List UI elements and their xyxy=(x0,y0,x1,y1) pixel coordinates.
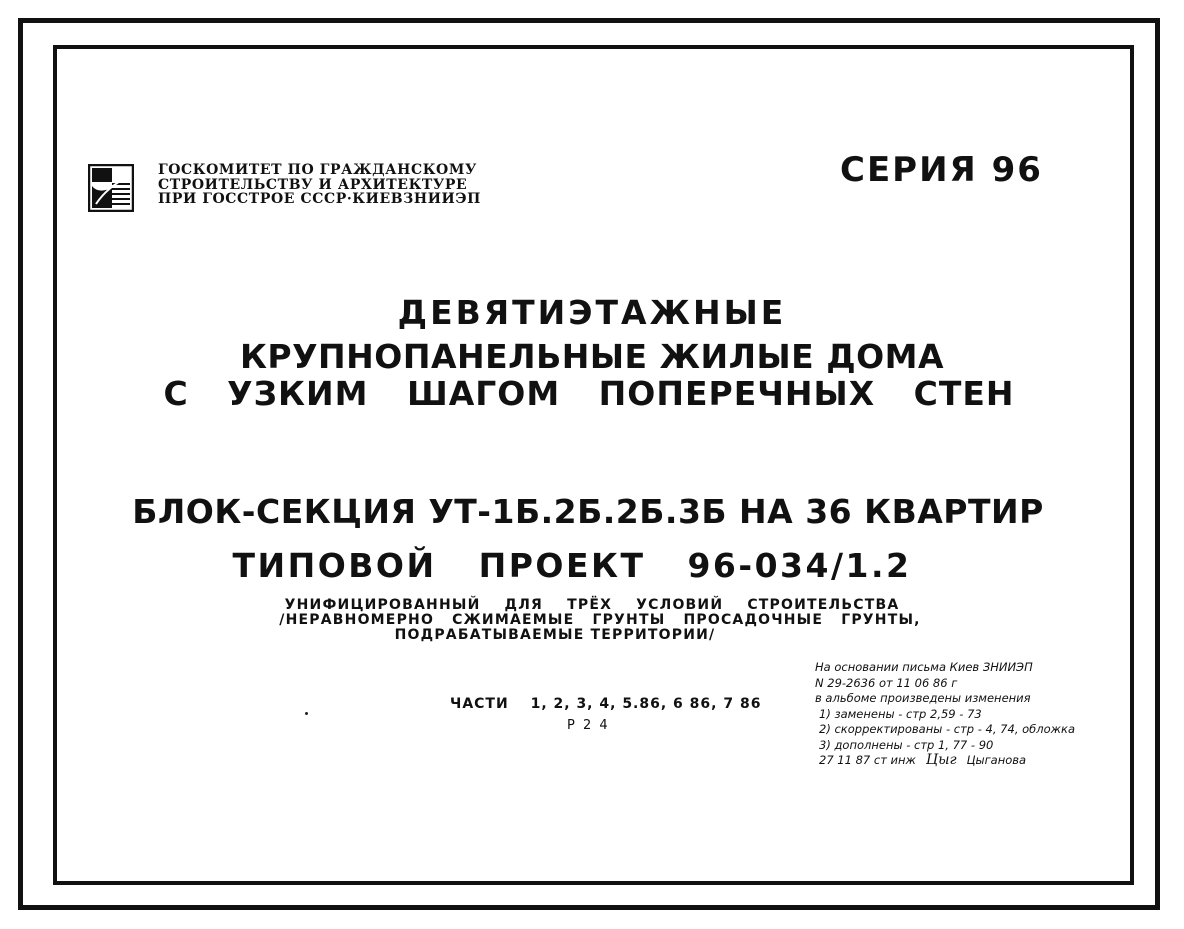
parts-label: ЧАСТИ xyxy=(450,696,509,712)
organization-name xyxy=(158,163,481,207)
parts-list xyxy=(450,696,761,712)
signoff-date: 27 11 87 ст инж xyxy=(819,753,916,767)
note-line: 3) дополнены - стр 1, 77 - 90 xyxy=(819,737,994,752)
signoff-name: Цыганова xyxy=(966,753,1027,767)
parts-values: 1, 2, 3, 4, 5.86, 6 86, 7 86 xyxy=(530,696,762,712)
note-line: в альбоме произведены изменения xyxy=(815,691,1031,705)
title-line: ДЕВЯТИЭТАЖНЫЕ xyxy=(397,293,787,332)
stray-dot xyxy=(305,712,308,715)
organization-logo-icon xyxy=(88,164,134,212)
note-line: 1) заменены - стр 2,59 - 73 xyxy=(819,706,982,721)
title-line: С УЗКИМ ШАГОМ ПОПЕРЕЧНЫХ СТЕН xyxy=(163,374,1015,413)
note-line: N 29-2636 от 11 06 86 г xyxy=(815,675,958,690)
revision-note xyxy=(815,660,1075,769)
note-signoff xyxy=(815,753,1075,769)
subtitle-line: /НЕРАВНОМЕРНО СЖИМАЕМЫЕ ГРУНТЫ ПРОСАДОЧНЫЕ ГРУНТЫ, xyxy=(279,612,921,628)
subtitle-line: УНИФИЦИРОВАННЫЙ ДЛЯ ТРЁХ УСЛОВИЙ СТРОИТЕЛЬСТВА xyxy=(284,597,900,613)
block-section-title: БЛОК-СЕКЦИЯ УТ-1Б.2Б.2Б.3Б НА 36 КВАРТИР xyxy=(132,492,1044,531)
organization-line: ПРИ ГОССТРОЕ СССР·КИЕВЗНИИЭП xyxy=(158,191,481,207)
subtitle-line: ПОДРАБАТЫВАЕМЫЕ ТЕРРИТОРИИ/ xyxy=(394,627,716,643)
organization-line: СТРОИТЕЛЬСТВУ И АРХИТЕКТУРЕ xyxy=(158,176,468,193)
note-line: На основании письма Киев ЗНИИЭП xyxy=(815,660,1033,674)
series-label: СЕРИЯ 96 xyxy=(840,150,1043,190)
project-number: ТИПОВОЙ ПРОЕКТ 96-034/1.2 xyxy=(232,546,912,585)
organization-line: ГОСКОМИТЕТ ПО ГРАЖДАНСКОМУ xyxy=(158,162,477,178)
title-line: КРУПНОПАНЕЛЬНЫЕ ЖИЛЫЕ ДОМА xyxy=(239,337,945,376)
signature: Цыг xyxy=(925,752,957,768)
note-line: 2) скорректированы - стр - 4, 74, обложка xyxy=(819,722,1075,736)
parts-code: Р 2 4 xyxy=(567,718,610,733)
